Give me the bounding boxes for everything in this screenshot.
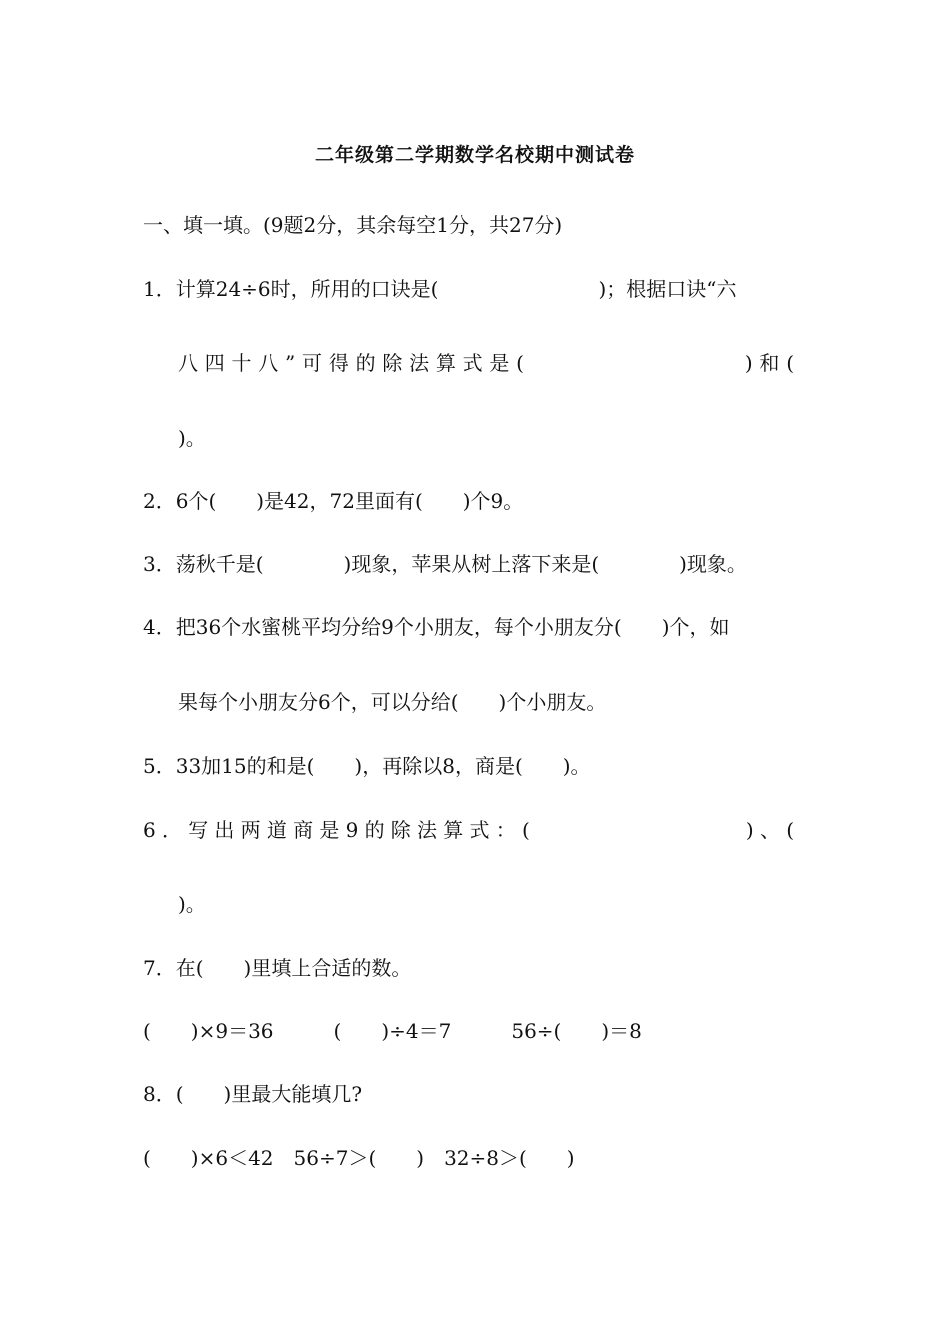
question-2: 2．6个( )是42，72里面有( )个9。 [143,489,524,513]
question-1-line-3: )。 [178,426,206,450]
question-6-line-2: )。 [178,892,206,916]
question-8-equations: ( )×6＜42 56÷7＞( ) 32÷8＞( ) [143,1146,575,1170]
exam-title: 二年级第二学期数学名校期中测试卷 [314,144,635,166]
question-7: 7．在( )里填上合适的数。 [143,956,412,980]
question-1-line-2: 八四十八”可得的除法算式是( )和( [178,351,800,375]
question-5: 5．33加15的和是( )，再除以8，商是( )。 [143,754,591,778]
question-7-equations: ( )×9＝36 ( )÷4＝7 56÷( )＝8 [143,1019,642,1043]
question-4-line-1: 4．把36个水蜜桃平均分给9个小朋友，每个小朋友分( )个，如 [143,615,730,639]
section-heading: 一、填一填。(9题2分，其余每空1分，共27分) [143,213,563,237]
question-8: 8．( )里最大能填几? [143,1082,363,1106]
question-4-line-2: 果每个小朋友分6个，可以分给( )个小朋友。 [178,690,607,714]
question-3: 3．荡秋千是( )现象，苹果从树上落下来是( )现象。 [143,552,747,576]
question-1-line-1: 1．计算24÷6时，所用的口诀是( )；根据口诀“六 [143,277,737,301]
question-6-line-1: 6．写出两道商是9的除法算式：( )、( [143,818,800,842]
